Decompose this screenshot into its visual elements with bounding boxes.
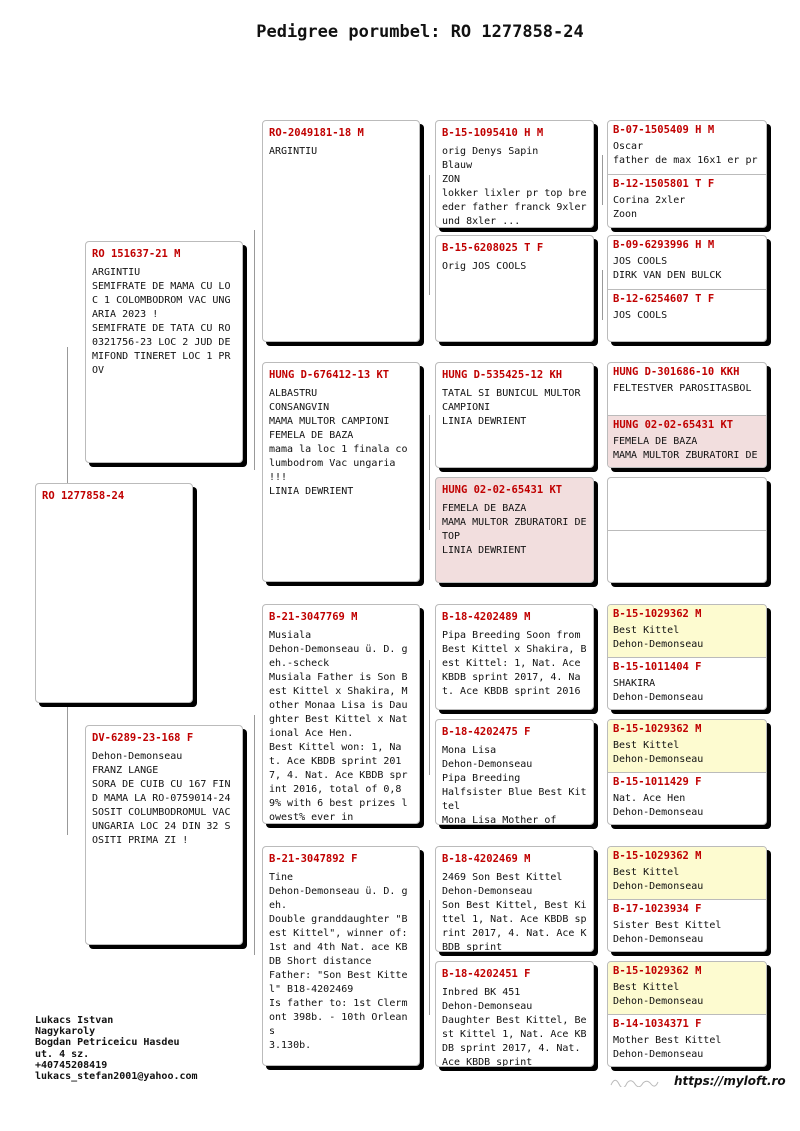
connector-line [429, 415, 430, 530]
pigeon-notes: TATAL SI BUNICUL MULTOR CAMPIONI LINIA DEWRIENT [442, 388, 581, 427]
pigeon-ring-id: B-15-1029362 M [613, 723, 702, 735]
pigeon-notes: Mother Best Kittel Dehon-Demonseau [613, 1035, 722, 1060]
gen5-card[interactable] [607, 120, 767, 228]
owner-email[interactable]: lukacs_stefan2001@yahoo.com [35, 1071, 198, 1083]
pigeon-ring-id: B-18-4202475 F [442, 726, 531, 738]
owner-phone: +40745208419 [35, 1059, 108, 1071]
pigeon-notes: SHAKIRA Dehon-Demonseau [613, 678, 704, 703]
pigeon-ring-id: B-21-3047892 F [269, 853, 358, 865]
pigeon-notes: Dehon-Demonseau FRANZ LANGE SORA DE CUIB CU 167 FIND MAMA LA RO-0759014-24 SOSIT COLUMBODROMUL VAC UNGARIA LOC 24 DIN 32 SOSITI PRIMA ZI ! [92, 751, 231, 846]
owner-name: Lukacs Istvan [35, 1015, 114, 1026]
great-grandparent-card[interactable] [435, 235, 594, 342]
pigeon-ring-id: B-15-1011404 F [613, 661, 702, 673]
gen5-dam[interactable] [608, 772, 766, 825]
pigeon-notes: Best Kittel Dehon-Demonseau [613, 867, 704, 892]
pigeon-notes: ARGINTIU SEMIFRATE DE MAMA CU LOC 1 COLOMBODROM VAC UNGARIA 2023 ! SEMIFRATE DE TATA CU RO 0321756-23 LOC 2 JUD DEMIFOND TINERET LOC 1 PROV [92, 267, 231, 376]
pigeon-notes: Oscar father de max 16x1 er pr [613, 141, 758, 166]
gen5-card[interactable] [607, 961, 767, 1067]
pigeon-ring-id: B-15-6208025 T F [442, 242, 544, 254]
pigeon-ring-id: HUNG D-676412-13 KT [269, 369, 390, 381]
grandparent-card[interactable] [262, 120, 420, 342]
owner-number: ut. 4 sz. [35, 1048, 90, 1060]
owner-city: Nagykaroly [35, 1026, 96, 1038]
pigeon-ring-id: B-17-1023934 F [613, 903, 702, 915]
pigeon-ring-id: B-09-6293996 H M [613, 239, 715, 251]
pigeon-notes: FEMELA DE BAZA MAMA MULTOR ZBURATORI DE TOP LINIA DEWRIENT [442, 503, 587, 556]
great-grandparent-card[interactable] [435, 120, 594, 228]
pigeon-notes: FELTESTVER PAROSITASBOL [613, 383, 752, 394]
great-grandparent-card[interactable] [435, 362, 594, 468]
gen5-dam[interactable] [608, 174, 766, 228]
pigeon-notes: Pipa Breeding Soon from Best Kittel x Shakira, Best Kittel: 1, Nat. Ace KBDB sprint 2017, 4. Nat. Ace KBDB sprint 2016 [442, 630, 587, 697]
owner-street: Bogdan Petriceicu Hasdeu [35, 1037, 180, 1049]
gen5-dam[interactable] [608, 530, 766, 583]
connector-line [429, 175, 430, 295]
gen5-card[interactable] [607, 846, 767, 952]
connector-line [602, 155, 603, 205]
pigeon-ring-id: RO-2049181-18 M [269, 127, 364, 139]
pigeon-ring-id: B-18-4202451 F [442, 968, 531, 980]
pigeon-ring-id: B-07-1505409 H M [613, 124, 715, 136]
pigeon-ring-id: HUNG 02-02-65431 KT [613, 419, 734, 431]
pigeon-ring-id: B-21-3047769 M [269, 611, 358, 623]
pigeon-notes: orig Denys Sapin Blauw ZON lokker lixler pr top breeder father franck 9xler und 8xler ... [442, 146, 587, 227]
pigeon-ring-id: B-12-6254607 T F [613, 293, 715, 305]
pigeon-notes: Nat. Ace Hen Dehon-Demonseau [613, 793, 704, 818]
pigeon-notes: Musiala Dehon-Demonseau ü. D. geh.-scheck Musiala Father is Son Best Kittel x Shakira, Mother Monaa Lisa is Daughter Best Kittel x National Ace Hen. Best Kittel won: 1, Nat. Ace KBDB sprint 2017, 4. Nat. Ace KBDB sprint 2016, total of 0,89% with 6 best prizes lowest% ever in [269, 630, 408, 823]
great-grandparent-card[interactable] [435, 846, 594, 952]
gen5-sire[interactable] [608, 962, 766, 1014]
pigeon-ring-id: B-12-1505801 T F [613, 178, 715, 190]
pigeon-ring-id: DV-6289-23-168 F [92, 732, 194, 744]
pigeon-ring-id: RO 1277858-24 [42, 490, 125, 502]
gen5-card[interactable] [607, 604, 767, 710]
pigeon-ring-id: B-15-1029362 M [613, 850, 702, 862]
dam-card[interactable] [85, 725, 243, 945]
pigeon-notes: 2469 Son Best Kittel Dehon-Demonseau Son Best Kittel, Best Kittel 1, Nat. Ace KBDB sprint 2017, 4. Nat. Ace KBDB sprint [442, 872, 587, 952]
grandparent-card[interactable] [262, 362, 420, 582]
great-grandparent-card[interactable] [435, 961, 594, 1067]
pigeon-notes: Mona Lisa Dehon-Demonseau Pipa Breeding Halfsister Blue Best Kittel Mona Lisa Mother of [442, 745, 587, 825]
pigeon-ring-id: B-15-1095410 H M [442, 127, 544, 139]
connector-line [254, 230, 255, 470]
gen5-dam[interactable] [608, 899, 766, 952]
pigeon-notes: Corina 2xler Zoon [613, 195, 686, 220]
pigeon-ring-id: B-14-1034371 F [613, 1018, 702, 1030]
gen5-sire[interactable] [608, 605, 766, 657]
gen5-sire[interactable] [608, 236, 766, 289]
gen5-sire[interactable] [608, 478, 766, 530]
pigeon-notes: ALBASTRU CONSANGVIN MAMA MULTOR CAMPIONI FEMELA DE BAZA mama la loc 1 finala columbodrom Vac ungaria !!! LINIA DEWRIENT [269, 388, 408, 497]
gen5-sire[interactable] [608, 847, 766, 899]
pigeon-notes: ARGINTIU [269, 146, 318, 157]
gen5-card[interactable] [607, 362, 767, 468]
connector-line [429, 900, 430, 1015]
pigeon-ring-id: B-15-1029362 M [613, 965, 702, 977]
pigeon-ring-id: HUNG D-535425-12 KH [442, 369, 563, 381]
gen5-dam[interactable] [608, 1014, 766, 1067]
gen5-dam[interactable] [608, 289, 766, 342]
pigeon-notes: Tine Dehon-Demonseau ü. D. geh. Double granddaughter "Best Kittel", winner of: 1st and 4th Nat. ace KBDB Short distance Father: "Son Best Kittel" B18-4202469 Is father to: 1st Clermont 398b. - 10th Orleans 3.130b. [269, 872, 408, 1051]
connector-line [429, 660, 430, 775]
great-grandparent-card[interactable] [435, 477, 594, 583]
pigeon-ring-id: B-15-1029362 M [613, 608, 702, 620]
pigeon-ring-id: B-15-1011429 F [613, 776, 702, 788]
pigeon-notes: JOS COOLS [613, 310, 668, 321]
gen5-card[interactable] [607, 477, 767, 583]
pigeon-notes: Best Kittel Dehon-Demonseau [613, 982, 704, 1007]
pigeon-ring-id: B-18-4202469 M [442, 853, 531, 865]
pigeon-notes: Orig JOS COOLS [442, 261, 527, 272]
myloft-logo-icon [609, 1075, 659, 1087]
subject-card[interactable] [35, 483, 193, 703]
gen5-card[interactable] [607, 719, 767, 825]
pigeon-notes: FEMELA DE BAZA MAMA MULTOR ZBURATORI DE [613, 436, 758, 461]
pigeon-notes: JOS COOLS DIRK VAN DEN BULCK [613, 256, 722, 281]
gen5-sire[interactable] [608, 363, 766, 415]
pigeon-notes: Sister Best Kittel Dehon-Demonseau [613, 920, 722, 945]
pigeon-ring-id: HUNG D-301686-10 KKH [613, 366, 740, 378]
pigeon-notes: Best Kittel Dehon-Demonseau [613, 740, 704, 765]
gen5-dam[interactable] [608, 657, 766, 710]
gen5-sire[interactable] [608, 720, 766, 772]
pigeon-notes: Best Kittel Dehon-Demonseau [613, 625, 704, 650]
sire-card[interactable] [85, 241, 243, 463]
pigeon-ring-id: RO 151637-21 M [92, 248, 181, 260]
pigeon-ring-id: B-18-4202489 M [442, 611, 531, 623]
great-grandparent-card[interactable] [435, 604, 594, 710]
pigeon-ring-id: HUNG 02-02-65431 KT [442, 484, 563, 496]
site-link[interactable]: https://myloft.ro [674, 1074, 786, 1088]
page-title: Pedigree porumbel: RO 1277858-24 [256, 22, 584, 42]
great-grandparent-card[interactable] [435, 719, 594, 825]
connector-line [67, 347, 68, 487]
gen5-dam[interactable] [608, 415, 766, 468]
connector-line [254, 715, 255, 955]
gen5-card[interactable] [607, 235, 767, 342]
owner-info [35, 1015, 198, 1082]
grandparent-card[interactable] [262, 846, 420, 1066]
gen5-sire[interactable] [608, 121, 766, 174]
connector-line [67, 705, 68, 835]
grandparent-card[interactable] [262, 604, 420, 824]
connector-line [602, 270, 603, 320]
pigeon-notes: Inbred BK 451 Dehon-Demonseau Daughter Best Kittel, Best Kittel 1, Nat. Ace KBDB sprint 2017, 4. Nat. Ace KBDB sprint [442, 987, 587, 1067]
